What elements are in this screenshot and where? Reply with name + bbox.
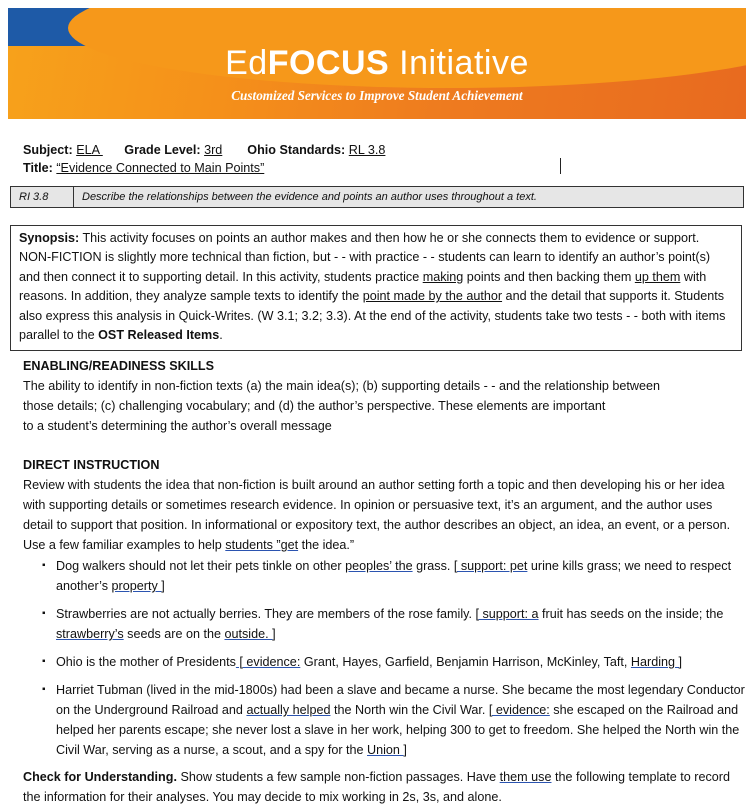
grade-label: Grade Level: [124, 143, 201, 157]
standard-description: Describe the relationships between the evidence and points an author uses throughout a text. [82, 191, 537, 203]
subject-label: Subject: [23, 143, 73, 157]
examples-list [42, 556, 750, 768]
enabling-line: to a student’s determining the author’s overall message [23, 419, 332, 433]
check-label: Check for Understanding. [23, 770, 177, 784]
synopsis-box: Synopsis: This activity focuses on points an author makes and then how he or she connects them to evidence or support. NON-FICTION is slightly more technical than fiction, but - - with practice - - students can learn to identify an author’s point(s) and then connect it to supporting detail. In this activity, students practice making points and then backing them up them with reasons. In addition, they analyze sample texts to identify the point made by the author and the detail that supports it. Students also express this analysis in Quick-Writes. (W 3.1; 3.2; 3.3). At the end of the activity, students take two tests - - both with items parallel to the OST Released Items. [10, 225, 742, 351]
check-for-understanding: Check for Understanding. Show students a few sample non-fiction passages. Have them use the following template to record the information for their analyses. You may decide to mix working in 2s, 3s, and alone. [23, 770, 730, 804]
text-cursor [560, 158, 561, 174]
banner-title: EdFOCUS Initiative [225, 44, 529, 82]
standards-label: Ohio Standards: [247, 143, 346, 157]
direct-heading: DIRECT INSTRUCTION [23, 458, 160, 472]
enabling-line: those details; (c) challenging vocabulary; and (d) the author’s perspective. These elements are important [23, 399, 606, 413]
direct-instruction-section [23, 455, 745, 555]
title-value: “Evidence Connected to Main Points” [56, 161, 265, 175]
list-item: ▪ Dog walkers should not let their pets tinkle on other peoples’ the grass. [ support: pet urine kills grass; we need to respect another’s property ] [42, 556, 750, 596]
enabling-line: The ability to identify in non-fiction texts (a) the main idea(s); (b) supporting details - - and the relationship between [23, 379, 661, 393]
enabling-skills-section [23, 356, 745, 436]
enabling-heading: ENABLING/READINESS SKILLS [23, 359, 215, 373]
standard-code: RI 3.8 [11, 187, 74, 207]
standard-row [10, 186, 744, 208]
edfocus-banner [8, 8, 746, 119]
title-label: Title: [23, 161, 53, 175]
standards-value: RL 3.8 [348, 143, 386, 157]
lesson-meta [23, 141, 385, 177]
list-item: ▪ Strawberries are not actually berries. They are members of the rose family. [ support: a fruit has seeds on the inside; the strawberry’s seeds are on the outside. ] [42, 604, 750, 644]
direct-text: Review with students the idea that non-fiction is built around an author setting forth a topic and then developing his or her idea with supporting details or sometimes research evidence. In opinion or persuasive text, it’s an argument, and the author uses detail to support that position. In informational or expository text, the author describes an object, an idea, an event, or a person. Use a few familiar examples to help students ”get the idea.” [23, 478, 731, 552]
banner-subtitle: Customized Services to Improve Student Achievement [231, 88, 523, 103]
list-item: ▪ Ohio is the mother of Presidents [ evidence: Grant, Hayes, Garfield, Benjamin Harrison, McKinley, Taft, Harding ] [42, 652, 750, 672]
subject-value: ELA [76, 143, 103, 157]
grade-value: 3rd [204, 143, 223, 157]
synopsis-label: Synopsis: [19, 231, 80, 245]
list-item: ▪ Harriet Tubman (lived in the mid-1800s) had been a slave and became a nurse. She became the most legendary Conductor on the Underground Railroad and actually helped the North win the Civil War. [ evidence: she escaped on the Railroad and helped her parents escape; she never lost a slave in her work, helping 300 to get to freedom. She helped the North win the Civil War, serving as a nurse, a scout, and a spy for the Union ] [42, 680, 750, 760]
